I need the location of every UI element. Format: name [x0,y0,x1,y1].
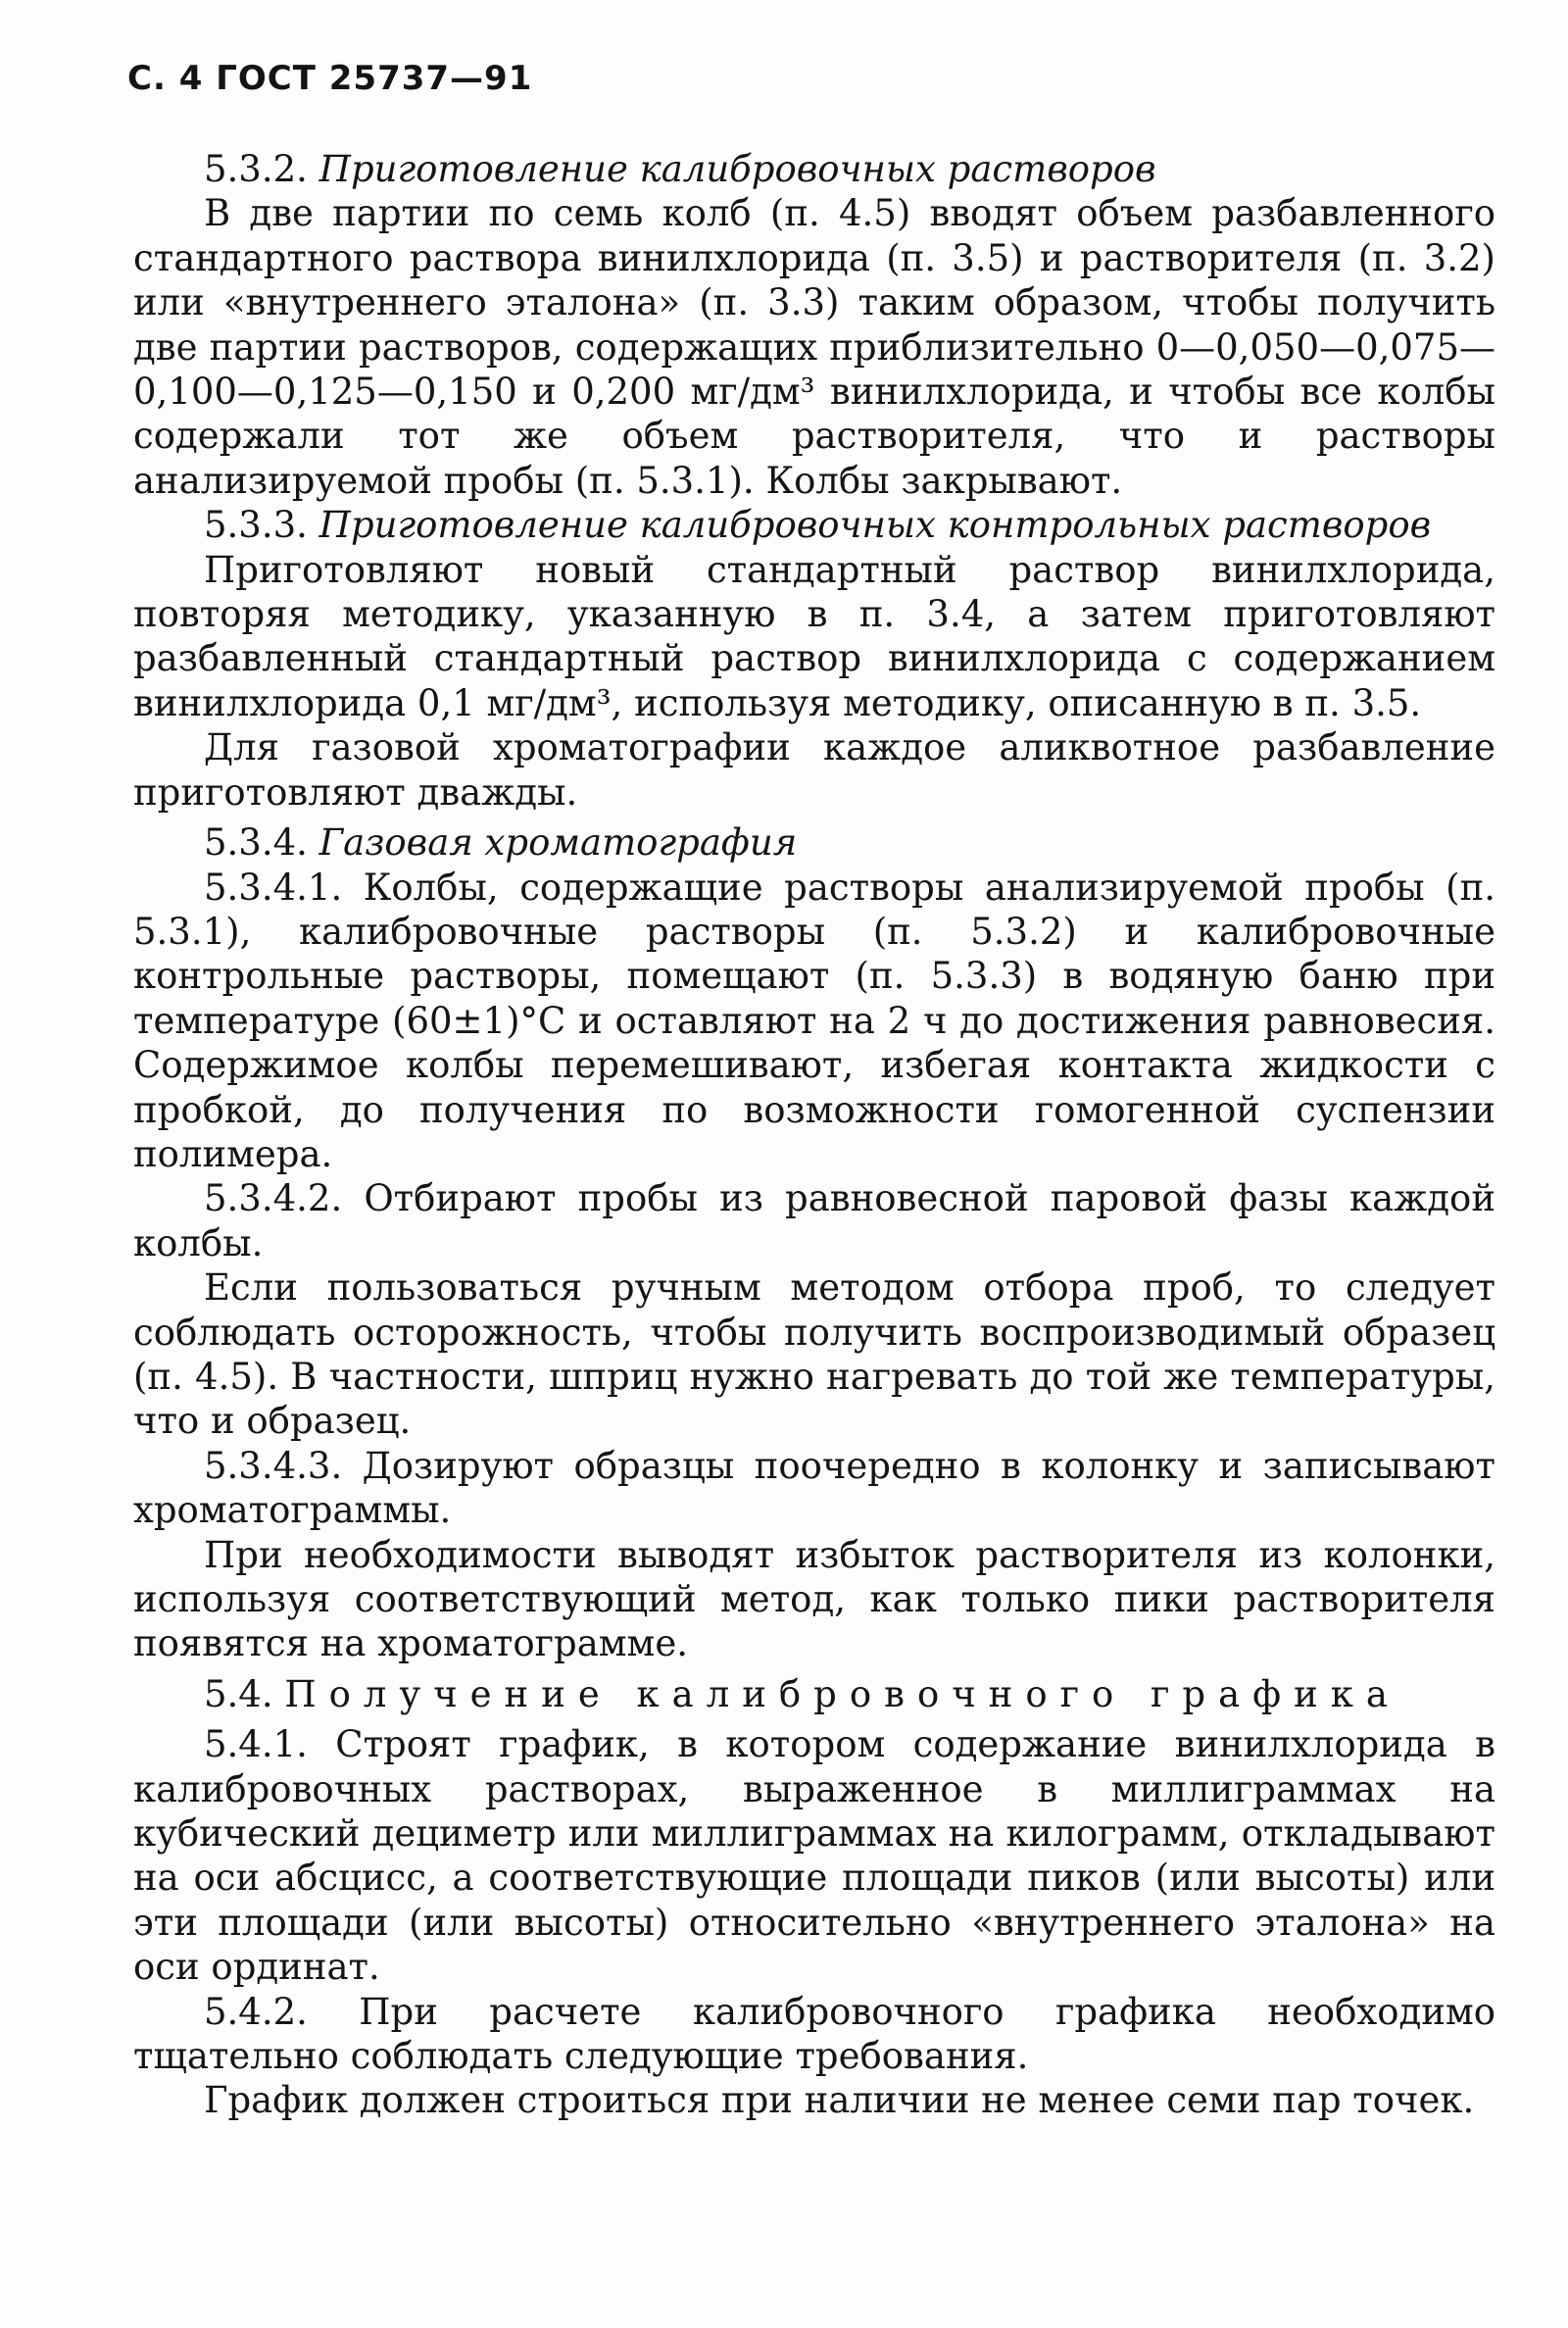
paragraph: График должен строиться при наличии не менее семи пар точек. [204,2079,1475,2122]
paragraph: 5.3.4.3. Дозируют образцы поочередно в колонку и записывают хроматограммы. [133,1444,1495,1532]
heading-5-3-2 [133,147,1495,191]
section-title: Приготовление калибровочных контрольных растворов [318,504,1432,547]
heading-5-3-3 [133,503,1495,547]
heading-5-3-4 [133,820,1495,865]
page-header: С. 4 ГОСТ 25737—91 [127,59,533,98]
section-title: Получение калибровочного графика [284,1672,1400,1715]
section-number: 5.4. [204,1672,273,1715]
section-number: 5.3.4. [204,821,308,865]
section-title: Газовая хроматография [318,821,798,865]
section-number: 5.3.2. [204,148,308,190]
section-number: 5.3.3. [204,504,308,547]
paragraph: 5.3.4.2. Отбирают пробы из равновесной паровой фазы каждой колбы. [133,1177,1495,1264]
document-body [133,147,1495,2123]
paragraph: 5.3.4.1. Колбы, содержащие растворы анализируемой пробы (п. 5.3.1), калибровочные растворы (п. 5.3.2) и калибровочные контрольные растворы, помещают (п. 5.3.3) в водяную баню при температуре (60±1)°С и оставляют на 2 ч до достижения равновесия. Содержимое колбы перемешивают, избегая контакта жидкости с пробкой, до получения по возможности гомогенной суспензии полимера. [133,866,1495,1175]
paragraph: В две партии по семь колб (п. 4.5) вводят объем разбавленного стандартного раствора винилхлорида (п. 3.5) и растворителя (п. 3.2) или «внутреннего эталона» (п. 3.3) таким образом, чтобы получить две партии растворов, содержащих приблизительно 0—0,050—0,075—0,100—0,125—0,150 и 0,200 мг/дм³ винилхлорида, и чтобы все колбы содержали тот же объем растворителя, что и растворы анализируемой пробы (п. 5.3.1). Колбы закрывают. [133,192,1495,502]
paragraph: При необходимости выводят избыток растворителя из колонки, используя соответствующий метод, как только пики растворителя появятся на хроматограмме. [133,1533,1495,1665]
heading-5-4 [133,1672,1495,1716]
paragraph: Если пользоваться ручным методом отбора проб, то следует соблюдать осторожность, чтобы получить воспроизводимый образец (п. 4.5). В частности, шприц нужно нагревать до той же температуры, что и образец. [133,1266,1495,1443]
paragraph: Для газовой хроматографии каждое аликвотное разбавление приготовляют дважды. [133,726,1495,814]
paragraph: 5.4.1. Строят график, в котором содержание винилхлорида в калибровочных растворах, выраженное в миллиграммах на кубический дециметр или миллиграммах на килограмм, откладывают на оси абсцисс, а соответствующие площади пиков (или высоты) или эти площади (или высоты) относительно «внутреннего эталона» на оси ординат. [133,1723,1495,1989]
section-title: Приготовление калибровочных растворов [318,148,1156,190]
paragraph: Приготовляют новый стандартный раствор винилхлорида, повторяя методику, указанную в п. 3.4, а затем приготовляют разбавленный стандартный раствор винилхлорида с содержанием винилхлорида 0,1 мг/дм³, используя методику, описанную в п. 3.5. [133,548,1495,724]
paragraph: 5.4.2. При расчете калибровочного графика необходимо тщательно соблюдать следующие требования. [133,1990,1495,2078]
